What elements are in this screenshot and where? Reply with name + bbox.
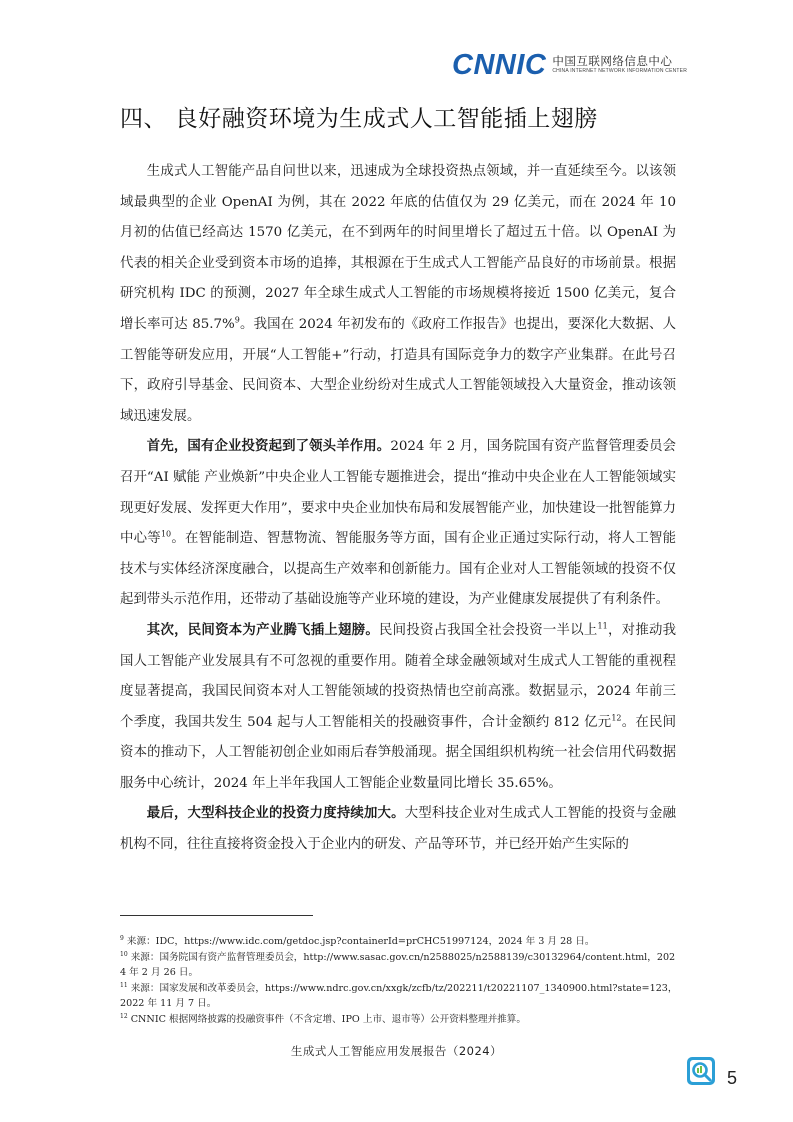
logo-wordmark: CNNIC	[452, 49, 547, 81]
logo-org-cn: 中国互联网络信息中心	[552, 54, 673, 68]
paragraph-text: 大型科技企业对生成式人工智能的投资与金融机构不同，往往直接将资金投入于企业内的研发、产品等环节，并已经开始产生实际的	[120, 806, 676, 853]
paragraph-1	[120, 157, 676, 432]
paragraph-text: ，对推动我国人工智能产业发展具有不可忽视的重要作用。随着全球金融领域对生成式人工智能的重视程度显著提高，我国民间资本对人工智能领域的投资热情也空前高涨。数据显示，2024 年前三个季度，我国共发生 504 起与人工智能相关的投融资事件，合计金额约 812 亿元	[120, 622, 677, 730]
paragraph-text: 。在民间资本的推动下，人工智能初创企业如雨后春笋般涌现。据全国组织机构统一社会信用代码数据服务中心统计，2024 年上半年我国人工智能企业数量同比增长 35.65%。	[120, 714, 676, 791]
paragraph-lead: 首先，国有企业投资起到了领头羊作用。	[146, 439, 391, 455]
footnote-divider	[120, 915, 313, 916]
logo-org-en: CHINA INTERNET NETWORK INFORMATION CENTER	[552, 68, 688, 74]
paragraph-3	[120, 616, 676, 800]
footnote-number: 9	[120, 934, 124, 942]
footnote-text: 来源：IDC，https://www.idc.com/getdoc.jsp?containerId=prCHC51997124，2024 年 3 月 28 日。	[123, 936, 595, 947]
paragraph-text: 生成式人工智能产品自问世以来，迅速成为全球投资热点领域，并一直延续至今。以该领域最典型的企业 OpenAI 为例，其在 2022 年底的估值仅为 29 亿美元，而在 2024 年 10 月初的估值已经高达 1570 亿美元，在不到两年的时间里增长了超过五十倍。以 OpenAI 为代表的相关企业受到资本市场的追捧，其根源在于生成式人工智能产品良好的市场前景。根据研究机构 IDC 的预测，2027 年全球生成式人工智能的市场规模将接近 1500 亿美元，复合增长率可达 85.7%	[120, 164, 676, 332]
footnote-number: 11	[120, 981, 128, 989]
paragraph-text: 。我国在 2024 年初发布的《政府工作报告》也提出，要深化大数据、人工智能等研发应用，开展“人工智能+”行动，打造具有国际竞争力的数字产业集群。在此号召下，政府引导基金、民间资本、大型企业纷纷对生成式人工智能领域投入大量资金，推动该领域迅速发展。	[120, 316, 676, 424]
report-logo-icon	[686, 1056, 716, 1086]
paragraph-lead: 最后，大型科技企业的投资力度持续加大。	[146, 806, 405, 822]
logo-org-name	[552, 55, 687, 75]
footnote-10	[120, 950, 678, 980]
paragraph-lead: 其次，民间资本为产业腾飞插上翅膀。	[146, 622, 379, 638]
footnote-text: 来源：国务院国有资产监督管理委员会，http://www.sasac.gov.cn/n2588025/n2588139/c30132964/content.html，2024 年 2 月 26 日。	[120, 952, 676, 978]
footer-report-title: 生成式人工智能应用发展报告（2024）	[290, 1044, 503, 1058]
footnote-text: 来源：国家发展和改革委员会，https://www.ndrc.gov.cn/xxgk/zcfb/tz/202211/t20221107_1340900.html?state=123，2022 年 11 月 7 日。	[120, 983, 678, 1009]
footnote-12	[120, 1012, 678, 1027]
footnote-11	[120, 981, 678, 1011]
paragraph-4	[120, 799, 676, 860]
paragraph-2	[120, 432, 676, 616]
footnote-ref[interactable]: 10	[160, 529, 172, 539]
footnote-ref[interactable]: 11	[597, 621, 608, 631]
footnote-text: CNNIC 根据网络披露的投融资事件（不含定增、IPO 上市、退市等）公开资料整理并推算。	[127, 1014, 526, 1025]
footnote-ref[interactable]: 9	[234, 315, 240, 325]
page-number: 5	[727, 1068, 738, 1088]
section-title: 四、 良好融资环境为生成式人工智能插上翅膀	[120, 106, 598, 132]
footnotes	[120, 934, 678, 1028]
cnnic-logo	[452, 49, 688, 81]
body-text	[120, 157, 676, 861]
paragraph-text: 。在智能制造、智慧物流、智能服务等方面，国有企业正通过实际行动，将人工智能技术与实体经济深度融合，以提高生产效率和创新能力。国有企业对人工智能领域的投资不仅起到带头示范作用，还带动了基础设施等产业环境的建设，为产业健康发展提供了有利条件。	[120, 531, 676, 608]
footnote-number: 12	[120, 1012, 128, 1020]
footnote-9	[120, 934, 678, 949]
paragraph-text: 民间投资占我国全社会投资一半以上	[379, 622, 598, 638]
footnote-ref[interactable]: 12	[611, 713, 622, 723]
footnote-number: 10	[120, 950, 128, 958]
paragraph-text: 2024 年 2 月，国务院国有资产监督管理委员会召开“AI 赋能 产业焕新”中央企业人工智能专题推进会，提出“推动中央企业在人工智能领域实现更好发展、发挥更大作用”，要求中央企业加快布局和发展智能产业，加快建设一批智能算力中心等	[120, 439, 676, 547]
